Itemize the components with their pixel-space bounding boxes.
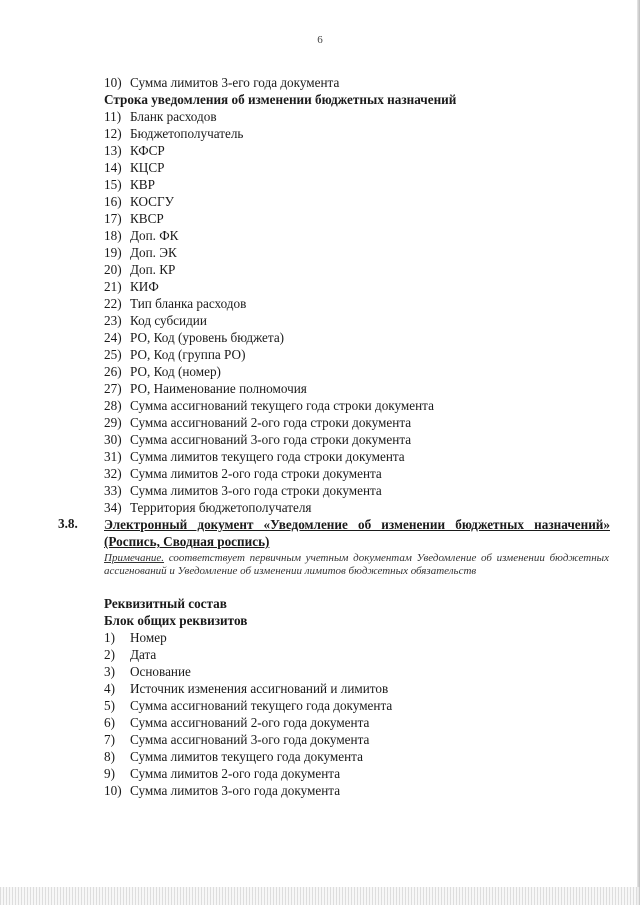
list-item-text: Тип бланка расходов <box>130 296 247 311</box>
list-item <box>104 482 609 499</box>
list-item-number: 14) <box>104 160 122 175</box>
list-item <box>104 329 609 346</box>
list-item <box>104 278 609 295</box>
list-item-number: 6) <box>104 715 115 730</box>
list-item-text: Сумма лимитов текущего года документа <box>130 749 363 764</box>
list-item <box>104 697 609 714</box>
section-note <box>104 552 609 578</box>
list-item-number: 24) <box>104 330 122 345</box>
list-item-text: Сумма лимитов 3-ого года строки документа <box>130 483 382 498</box>
list-item-number: 1) <box>104 630 115 645</box>
list-item-text: Номер <box>130 630 167 645</box>
list-item-text: Сумма лимитов 3-его года документа <box>130 75 340 90</box>
list-item-text: Сумма лимитов 2-ого года документа <box>130 766 341 781</box>
list-item-number: 12) <box>104 126 122 141</box>
list-item <box>104 176 609 193</box>
list-item <box>104 108 609 125</box>
list-heading: Блок общих реквизитов <box>104 613 248 628</box>
list-item-text: Сумма ассигнований 2-ого года документа <box>130 715 370 730</box>
scan-noise <box>0 887 640 905</box>
page-number: 6 <box>317 34 323 46</box>
list-item-number: 9) <box>104 766 115 781</box>
list-item-number: 32) <box>104 466 122 481</box>
list-item-number: 27) <box>104 381 122 396</box>
list-item <box>104 499 609 516</box>
note-text: соответствует первичным учетным документам Уведомление об изменении бюджетных ассигнований и Уведомление об изменении лимитов бюджетных обязательств <box>104 552 609 577</box>
list-item <box>104 731 609 748</box>
list-item-text: Источник изменения ассигнований и лимитов <box>130 681 389 696</box>
section-title: Электронный документ «Уведомление об изменении бюджетных назначений» (Роспись, Сводная роспись) <box>104 517 610 549</box>
list-item-text: КФСР <box>130 143 165 158</box>
list-item <box>104 244 609 261</box>
list-item-number: 10) <box>104 75 122 90</box>
list-item-text: Бюджетополучатель <box>130 126 244 141</box>
list-heading: Реквизитный состав <box>104 596 227 611</box>
list-item <box>104 414 609 431</box>
requisite-list-top <box>104 74 609 516</box>
list-item <box>104 142 609 159</box>
list-item-text: Основание <box>130 664 191 679</box>
section-number: 3.8. <box>58 516 78 531</box>
list-item-number: 17) <box>104 211 122 226</box>
list-item-number: 31) <box>104 449 122 464</box>
list-item <box>104 261 609 278</box>
list-item <box>104 646 609 663</box>
list-item-text: Сумма ассигнований 2-ого года строки документа <box>130 415 412 430</box>
list-item-number: 33) <box>104 483 122 498</box>
list-item <box>104 782 609 799</box>
list-item-number: 8) <box>104 749 115 764</box>
list-item <box>104 227 609 244</box>
list-item-text: КИФ <box>130 279 159 294</box>
list-item <box>104 193 609 210</box>
list-item-text: Бланк расходов <box>130 109 217 124</box>
list-item <box>104 663 609 680</box>
list-item <box>104 765 609 782</box>
list-item-text: Сумма лимитов текущего года строки документа <box>130 449 405 464</box>
list-item-text: КЦСР <box>130 160 165 175</box>
list-item-text: Доп. ФК <box>130 228 179 243</box>
list-item-number: 23) <box>104 313 122 328</box>
list-item-number: 3) <box>104 664 115 679</box>
list-item <box>104 312 609 329</box>
list-item-number: 18) <box>104 228 122 243</box>
list-item-text: КВР <box>130 177 155 192</box>
list-item <box>104 159 609 176</box>
list-item-number: 29) <box>104 415 122 430</box>
list-item-number: 15) <box>104 177 122 192</box>
list-item-text: Дата <box>130 647 157 662</box>
note-label: Примечание. <box>104 552 165 564</box>
list-item <box>104 431 609 448</box>
list-item-number: 5) <box>104 698 115 713</box>
list-item <box>104 629 609 646</box>
section-3-8 <box>58 516 610 550</box>
list-item-text: Сумма ассигнований текущего года строки документа <box>130 398 434 413</box>
list-item-text: РО, Код (группа РО) <box>130 347 246 362</box>
list-item <box>104 74 609 91</box>
list-item-text: РО, Наименование полномочия <box>130 381 307 396</box>
list-item <box>104 397 609 414</box>
list-item-number: 21) <box>104 279 122 294</box>
list-item-number: 26) <box>104 364 122 379</box>
list-item-text: Доп. КР <box>130 262 176 277</box>
list-item-number: 16) <box>104 194 122 209</box>
list-item-text: РО, Код (уровень бюджета) <box>130 330 285 345</box>
list-item-text: Сумма лимитов 3-ого года документа <box>130 783 341 798</box>
list-item <box>104 295 609 312</box>
list-item <box>104 465 609 482</box>
requisite-list-bottom <box>104 595 609 799</box>
list-item-text: Доп. ЭК <box>130 245 177 260</box>
list-item-number: 19) <box>104 245 122 260</box>
list-item-number: 30) <box>104 432 122 447</box>
list-item-number: 28) <box>104 398 122 413</box>
list-item <box>104 125 609 142</box>
list-item <box>104 346 609 363</box>
list-item-text: Код субсидии <box>130 313 207 328</box>
list-item-text: РО, Код (номер) <box>130 364 221 379</box>
list-item-text: КОСГУ <box>130 194 174 209</box>
list-item-number: 7) <box>104 732 115 747</box>
list-item-number: 11) <box>104 109 122 124</box>
list-item-number: 13) <box>104 143 122 158</box>
list-item <box>104 210 609 227</box>
list-heading: Строка уведомления об изменении бюджетных назначений <box>104 92 457 107</box>
list-item-text: Сумма лимитов 2-ого года строки документа <box>130 466 382 481</box>
list-item-number: 10) <box>104 783 122 798</box>
list-item-number: 4) <box>104 681 115 696</box>
list-item-text: Сумма ассигнований 3-ого года строки документа <box>130 432 412 447</box>
list-item <box>104 748 609 765</box>
list-item-text: Территория бюджетополучателя <box>130 500 312 515</box>
list-item <box>104 380 609 397</box>
list-item-number: 20) <box>104 262 122 277</box>
list-item <box>104 680 609 697</box>
list-item-number: 22) <box>104 296 122 311</box>
list-item-number: 2) <box>104 647 115 662</box>
list-item <box>104 714 609 731</box>
list-item <box>104 363 609 380</box>
list-item-text: КВСР <box>130 211 164 226</box>
list-item <box>104 448 609 465</box>
list-item-number: 25) <box>104 347 122 362</box>
list-item-text: Сумма ассигнований 3-ого года документа <box>130 732 370 747</box>
list-item-text: Сумма ассигнований текущего года документа <box>130 698 393 713</box>
list-item-number: 34) <box>104 500 122 515</box>
